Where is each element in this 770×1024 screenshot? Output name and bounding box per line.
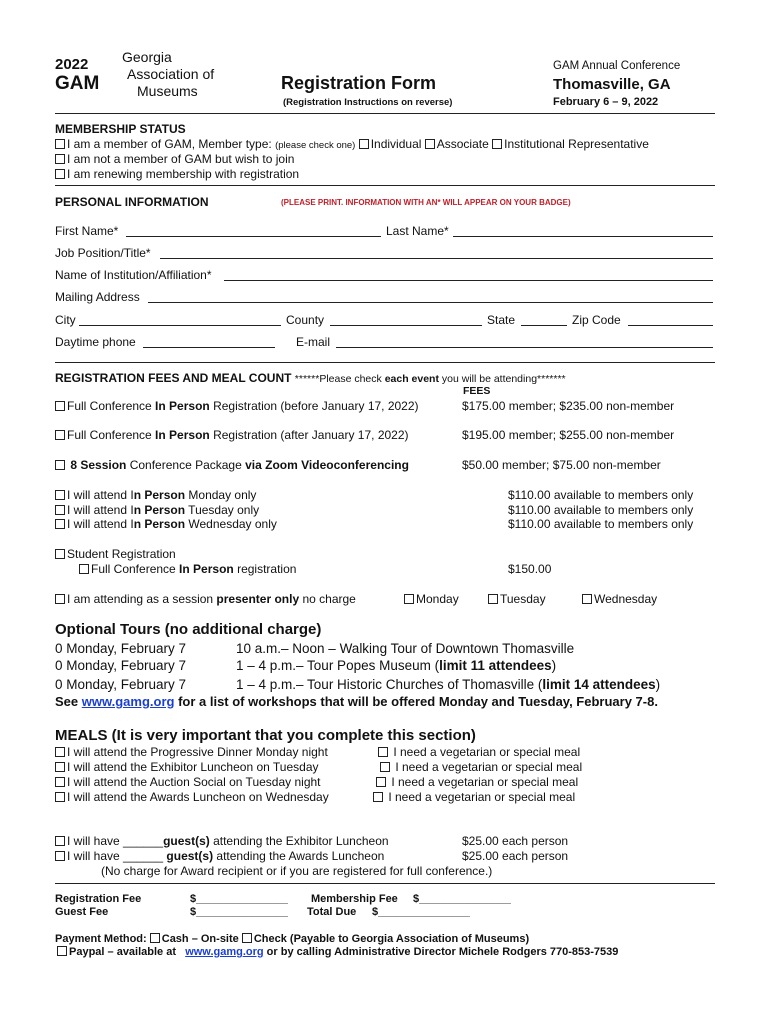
workshops-link[interactable]: www.gamg.org — [81, 694, 175, 709]
guest-1-checkbox[interactable] — [55, 836, 65, 846]
paypal-call: or by calling Administrative Director Michele Rodgers 770-853-7539 — [263, 946, 619, 958]
student-row — [55, 547, 176, 561]
phone-label: Daytime phone — [55, 335, 136, 349]
institution-input[interactable] — [224, 280, 713, 281]
wednesday-checkbox[interactable] — [55, 519, 65, 529]
guest-2-fee: $25.00 each person — [462, 849, 569, 863]
year: 2022 — [55, 56, 89, 73]
cash-checkbox[interactable] — [150, 933, 160, 943]
reg-after-bold: In Person — [155, 428, 210, 442]
tour-2-desc: 1 – 4 p.m.– Tour Popes Museum ( — [236, 658, 440, 673]
meal-3-checkbox[interactable] — [55, 777, 65, 787]
header-divider — [55, 113, 715, 114]
reg-before-bold: In Person — [155, 399, 210, 413]
wednesday-pre: I will attend I — [67, 517, 134, 531]
workshops-post: for a list of workshops that will be offered Monday and Tuesday, February 7-8. — [174, 694, 658, 709]
not-member-row — [55, 152, 294, 166]
fee-student: $150.00 — [508, 562, 552, 576]
presenter-post: no charge — [299, 592, 356, 606]
tour-3-desc: 1 – 4 p.m.– Tour Historic Churches of Thomasville ( — [236, 677, 543, 692]
student-label: Student Registration — [67, 547, 176, 561]
guest-1-post: attending the Exhibitor Luncheon — [209, 834, 389, 848]
institution-label: Name of Institution/Affiliation* — [55, 268, 212, 282]
monday-row — [55, 488, 256, 502]
student-full-row — [79, 562, 296, 576]
email-label: E-mail — [296, 335, 331, 349]
veg-2-checkbox[interactable] — [380, 762, 390, 772]
presenter-checkbox[interactable] — [55, 594, 65, 604]
reg-fee-label: Registration Fee — [55, 893, 142, 905]
tour-2-day: 0 Monday, February 7 — [55, 658, 187, 673]
org-line2: Association of — [127, 66, 215, 82]
guest-2-checkbox[interactable] — [55, 851, 65, 861]
fees-title-row — [55, 371, 566, 385]
payment-row — [55, 933, 529, 945]
institutional-label: Institutional Representative — [504, 137, 649, 151]
tour-1-desc: 10 a.m.– Noon – Walking Tour of Downtown Thomasville — [236, 641, 575, 656]
city-label: City — [55, 313, 76, 327]
presenter-tuesday-label: Tuesday — [500, 592, 546, 606]
presenter-wednesday-label: Wednesday — [594, 592, 658, 606]
tour-1-day: 0 Monday, February 7 — [55, 641, 187, 656]
meal-2-row — [55, 760, 319, 774]
membership-member-row — [55, 137, 649, 151]
conf-label: GAM Annual Conference — [553, 60, 681, 72]
tuesday-checkbox[interactable] — [55, 505, 65, 515]
zoom-checkbox[interactable] — [55, 460, 65, 470]
guest-fee-label: Guest Fee — [55, 906, 109, 918]
wednesday-bold: n Person — [133, 517, 186, 531]
associate-label: Associate — [436, 137, 489, 151]
wednesday-label: Wednesday only — [185, 517, 277, 531]
veg-1-row — [378, 745, 580, 759]
wednesday-fee: $110.00 available to members only — [508, 517, 694, 531]
presenter-row — [55, 592, 356, 606]
presenter-wednesday — [582, 592, 657, 606]
wednesday-row — [55, 517, 277, 531]
form-subtitle: (Registration Instructions on reverse) — [283, 97, 453, 108]
no-charge-note: (No charge for Award recipient or if you are registered for full conference.) — [101, 864, 493, 878]
meal-1-checkbox[interactable] — [55, 747, 65, 757]
presenter-wednesday-checkbox[interactable] — [582, 594, 592, 604]
meal-4-label: I will attend the Awards Luncheon on Wednesday — [67, 790, 329, 804]
meal-1-label: I will attend the Progressive Dinner Monday night — [67, 745, 328, 759]
reg-before-label: Registration (before January 17, 2022) — [209, 399, 419, 413]
veg-3-label: I need a vegetarian or special meal — [391, 775, 579, 789]
first-name-label: First Name* — [55, 224, 119, 238]
tuesday-row — [55, 503, 259, 517]
conf-city: Thomasville, GA — [553, 76, 671, 93]
veg-2-label: I need a vegetarian or special meal — [395, 760, 583, 774]
fee-after: $195.00 member; $255.00 non-member — [462, 428, 675, 442]
cash-label: Cash – On-site — [161, 933, 239, 945]
member-checkbox[interactable] — [55, 139, 65, 149]
reg-after-label: Registration (after January 17, 2022) — [209, 428, 409, 442]
presenter-monday-checkbox[interactable] — [404, 594, 414, 604]
reg-fee-input[interactable]: $_______________ — [190, 893, 288, 905]
guest-2-post: attending the Awards Luncheon — [213, 849, 385, 863]
not-member-checkbox[interactable] — [55, 154, 65, 164]
renewing-label: I am renewing membership with registration — [67, 167, 300, 181]
state-input[interactable] — [521, 325, 567, 326]
paypal-checkbox[interactable] — [57, 946, 67, 956]
zoom-b: Conference Package — [126, 458, 246, 472]
presenter-monday — [404, 592, 459, 606]
veg-1-label: I need a vegetarian or special meal — [393, 745, 581, 759]
city-input[interactable] — [79, 325, 281, 326]
veg-2-row — [380, 760, 582, 774]
guest-2-pre: I will have ______ — [67, 849, 167, 863]
tours-title: Optional Tours (no additional charge) — [55, 621, 322, 638]
member-label: I am a member of GAM, Member type: — [67, 137, 272, 151]
student-full-pre: Full Conference — [91, 562, 180, 576]
monday-fee: $110.00 available to members only — [508, 488, 694, 502]
paypal-label: Paypal – available at — [69, 946, 177, 958]
veg-1-checkbox[interactable] — [378, 747, 388, 757]
meal-4-checkbox[interactable] — [55, 792, 65, 802]
tour-3-day: 0 Monday, February 7 — [55, 677, 187, 692]
student-full-bold: In Person — [179, 562, 234, 576]
meal-1-row — [55, 745, 328, 759]
monday-label: Monday only — [185, 488, 257, 502]
total-due-label: Total Due — [307, 906, 357, 918]
reg-before-row — [55, 399, 419, 413]
meal-3-row — [55, 775, 321, 789]
student-checkbox[interactable] — [55, 549, 65, 559]
check-checkbox[interactable] — [242, 933, 252, 943]
presenter-bold: presenter only — [216, 592, 300, 606]
personal-note: (PLEASE PRINT. INFORMATION WITH AN* WILL APPEAR ON YOUR BADGE) — [281, 198, 571, 207]
associate-checkbox[interactable] — [425, 139, 435, 149]
fees-note-bold: each event — [384, 373, 439, 385]
job-label: Job Position/Title* — [55, 246, 151, 260]
meal-4-row — [55, 790, 329, 804]
payment-label: Payment Method: — [55, 933, 147, 945]
reg-before-checkbox[interactable] — [55, 401, 65, 411]
zip-label: Zip Code — [572, 313, 621, 327]
paypal-link[interactable]: www.gamg.org — [185, 946, 264, 958]
monday-bold: n Person — [133, 488, 186, 502]
guest-1-bold: guest(s) — [163, 834, 210, 848]
not-member-label: I am not a member of GAM but wish to join — [67, 152, 295, 166]
renewing-checkbox[interactable] — [55, 169, 65, 179]
veg-3-row — [376, 775, 578, 789]
fees-title: REGISTRATION FEES AND MEAL COUNT — [55, 371, 292, 385]
org-line1: Georgia — [122, 49, 172, 65]
student-full-checkbox[interactable] — [79, 564, 89, 574]
org-line3: Museums — [137, 83, 198, 99]
membership-fee-label: Membership Fee — [311, 893, 398, 905]
mailing-label: Mailing Address — [55, 290, 140, 304]
tuesday-label: Tuesday only — [185, 503, 260, 517]
meals-title: MEALS (It is very important that you complete this section) — [55, 727, 476, 744]
check-label: Check (Payable to Georgia Association of Museums) — [253, 933, 530, 945]
meal-3-label: I will attend the Auction Social on Tuesday night — [67, 775, 321, 789]
guest-1-row — [55, 834, 389, 848]
fee-before: $175.00 member; $235.00 non-member — [462, 399, 675, 413]
presenter-pre: I am attending as a session — [67, 592, 217, 606]
reg-after-row — [55, 428, 409, 442]
zoom-row — [55, 458, 409, 472]
workshops-pre: See — [55, 694, 82, 709]
tour-2-desc-row: 1 – 4 p.m.– Tour Popes Museum (limit 11 attendees) — [236, 658, 557, 673]
last-name-input[interactable] — [453, 236, 713, 237]
membership-fee-input[interactable]: $_______________ — [413, 893, 511, 905]
county-label: County — [286, 313, 325, 327]
fee-zoom: $50.00 member; $75.00 non-member — [462, 458, 661, 472]
presenter-tuesday — [488, 592, 546, 606]
personal-title: PERSONAL INFORMATION — [55, 195, 209, 209]
student-full-label: registration — [233, 562, 297, 576]
email-input[interactable] — [336, 347, 713, 348]
meal-2-label: I will attend the Exhibitor Luncheon on Tuesday — [67, 760, 319, 774]
membership-divider — [55, 185, 715, 186]
workshops-row — [55, 694, 658, 709]
tour-2-limit: limit 11 attendees — [439, 658, 552, 673]
monday-checkbox[interactable] — [55, 490, 65, 500]
fees-note-pre: ******Please check — [294, 373, 385, 385]
presenter-tuesday-checkbox[interactable] — [488, 594, 498, 604]
last-name-label: Last Name* — [386, 224, 449, 238]
zip-input[interactable] — [628, 325, 713, 326]
org-short: GAM — [55, 73, 100, 94]
first-name-input[interactable] — [126, 236, 381, 237]
state-label: State — [487, 313, 516, 327]
county-input[interactable] — [330, 325, 482, 326]
veg-4-checkbox[interactable] — [373, 792, 383, 802]
tuesday-pre: I will attend I — [67, 503, 134, 517]
reg-after-pre: Full Conference — [67, 428, 156, 442]
veg-4-label: I need a vegetarian or special meal — [388, 790, 576, 804]
zoom-a: 8 Session — [70, 458, 127, 472]
check-one-note: (please check one) — [275, 140, 356, 151]
phone-input[interactable] — [143, 347, 275, 348]
tour-3-limit: limit 14 attendees — [542, 677, 656, 692]
fees-note-post: you will be attending******* — [438, 373, 566, 385]
reg-after-checkbox[interactable] — [55, 430, 65, 440]
guest-2-bold: guest(s) — [166, 849, 214, 863]
paypal-row — [57, 946, 618, 958]
guest-fee-input[interactable]: $_______________ — [190, 906, 288, 918]
veg-3-checkbox[interactable] — [376, 777, 386, 787]
mailing-input[interactable] — [148, 302, 713, 303]
guest-1-fee: $25.00 each person — [462, 834, 569, 848]
individual-checkbox[interactable] — [359, 139, 369, 149]
meals-divider — [55, 883, 715, 884]
personal-divider — [55, 362, 715, 363]
tuesday-bold: n Person — [133, 503, 186, 517]
zoom-c: via Zoom Videoconferencing — [245, 458, 409, 472]
fees-header: FEES — [463, 385, 491, 397]
membership-title: MEMBERSHIP STATUS — [55, 122, 186, 136]
form-title: Registration Form — [281, 73, 437, 93]
institutional-checkbox[interactable] — [492, 139, 502, 149]
total-due-input[interactable]: $_______________ — [372, 906, 470, 918]
conf-dates: February 6 – 9, 2022 — [553, 96, 659, 108]
veg-4-row — [373, 790, 575, 804]
reg-before-pre: Full Conference — [67, 399, 156, 413]
guest-2-row — [55, 849, 384, 863]
renewing-row — [55, 167, 299, 181]
meal-2-checkbox[interactable] — [55, 762, 65, 772]
guest-1-pre: I will have ______ — [67, 834, 164, 848]
presenter-monday-label: Monday — [416, 592, 459, 606]
tuesday-fee: $110.00 available to members only — [508, 503, 694, 517]
tour-3-desc-row: 1 – 4 p.m.– Tour Historic Churches of Thomasville (limit 14 attendees) — [236, 677, 661, 692]
job-input[interactable] — [160, 258, 713, 259]
monday-pre: I will attend I — [67, 488, 134, 502]
individual-label: Individual — [370, 137, 422, 151]
